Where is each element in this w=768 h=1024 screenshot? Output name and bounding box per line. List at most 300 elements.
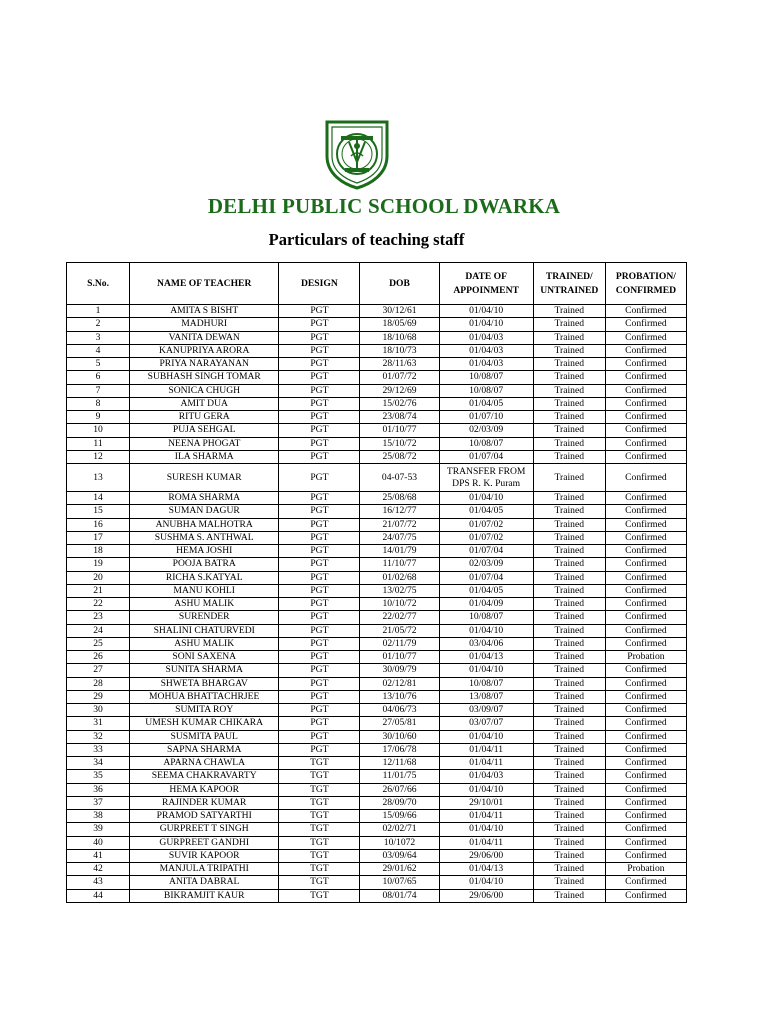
table-row [67,450,687,463]
table-cell: 01/07/04 [439,571,533,584]
table-cell: Confirmed [605,624,686,637]
table-cell: Confirmed [605,358,686,371]
table-cell: Trained [533,331,605,344]
table-cell: 01/04/10 [439,318,533,331]
table-cell: 01/07/10 [439,411,533,424]
table-cell: 01/07/02 [439,518,533,531]
table-cell: 28 [67,677,130,690]
table-cell: 01/04/10 [439,492,533,505]
table-cell: PRIYA NARAYANAN [130,358,279,371]
table-row [67,770,687,783]
table-cell: 10/08/07 [439,384,533,397]
table-cell: Confirmed [605,437,686,450]
table-cell: TGT [279,757,360,770]
column-header [360,263,439,305]
table-row [67,624,687,637]
table-cell: 22/02/77 [360,611,439,624]
table-cell: PGT [279,531,360,544]
column-header-line: S.No. [87,277,109,289]
table-cell: 28/09/70 [360,796,439,809]
table-cell: Trained [533,823,605,836]
table-row [67,757,687,770]
table-row [67,464,687,492]
table-cell: 6 [67,371,130,384]
table-cell: MOHUA BHATTACHRJEE [130,690,279,703]
table-cell: SUMITA ROY [130,704,279,717]
table-cell: 35 [67,770,130,783]
table-cell: Trained [533,411,605,424]
table-cell: 01/04/10 [439,823,533,836]
table-cell: 29/06/00 [439,849,533,862]
table-cell: 14/01/79 [360,545,439,558]
table-cell: VANITA DEWAN [130,331,279,344]
table-cell: 04-07-53 [360,464,439,492]
table-row [67,371,687,384]
column-header-line: NAME OF TEACHER [157,277,252,289]
table-cell: BIKRAMJIT KAUR [130,889,279,902]
column-header [67,263,130,305]
table-cell: 41 [67,849,130,862]
table-cell: PGT [279,704,360,717]
table-cell: Confirmed [605,796,686,809]
table-cell: SUBHASH SINGH TOMAR [130,371,279,384]
table-cell: PGT [279,397,360,410]
table-cell: PGT [279,690,360,703]
table-cell: Confirmed [605,637,686,650]
table-cell: 29/01/62 [360,863,439,876]
table-cell: 32 [67,730,130,743]
table-cell: 22 [67,598,130,611]
table-cell: 11 [67,437,130,450]
table-cell: 11/10/77 [360,558,439,571]
table-cell: Trained [533,384,605,397]
table-cell: 03/09/07 [439,704,533,717]
school-name: DELHI PUBLIC SCHOOL DWARKA [207,194,561,218]
table-cell: 21/07/72 [360,518,439,531]
page-subtitle: Particulars of teaching staff [268,230,465,249]
table-cell: RAJINDER KUMAR [130,796,279,809]
table-row [67,717,687,730]
table-cell: 15/10/72 [360,437,439,450]
table-cell: Trained [533,637,605,650]
table-cell: Trained [533,664,605,677]
table-cell: Confirmed [605,810,686,823]
table-cell: Confirmed [605,384,686,397]
table-cell: Trained [533,598,605,611]
table-cell: Trained [533,651,605,664]
table-cell: 10/08/07 [439,437,533,450]
table-cell: 33 [67,743,130,756]
table-cell: Confirmed [605,492,686,505]
table-row [67,743,687,756]
table-cell: 20 [67,571,130,584]
table-cell: SONI SAXENA [130,651,279,664]
table-cell: SURENDER [130,611,279,624]
table-cell: 13/10/76 [360,690,439,703]
table-row [67,437,687,450]
table-cell: Trained [533,717,605,730]
table-cell: 01/04/11 [439,836,533,849]
table-cell: 30 [67,704,130,717]
table-row [67,651,687,664]
table-cell: 16 [67,518,130,531]
table-cell: 29/10/01 [439,796,533,809]
column-header [533,263,605,305]
table-cell: ILA SHARMA [130,450,279,463]
table-cell: 01/04/05 [439,584,533,597]
table-cell: PUJA SEHGAL [130,424,279,437]
table-cell: Confirmed [605,783,686,796]
table-row [67,810,687,823]
table-cell: 5 [67,358,130,371]
school-crest-icon [321,116,393,190]
table-cell: 44 [67,889,130,902]
table-cell: Trained [533,518,605,531]
table-cell: 2 [67,318,130,331]
table-cell: Confirmed [605,305,686,318]
table-cell: AMITA S BISHT [130,305,279,318]
table-cell: Trained [533,889,605,902]
table-cell: PGT [279,545,360,558]
table-cell: 19 [67,558,130,571]
table-cell: TGT [279,849,360,862]
table-cell: Confirmed [605,889,686,902]
table-cell: 34 [67,757,130,770]
table-cell: 37 [67,796,130,809]
table-cell: Confirmed [605,677,686,690]
table-cell: ANUBHA MALHOTRA [130,518,279,531]
table-cell: HEMA KAPOOR [130,783,279,796]
table-row [67,863,687,876]
table-cell: TGT [279,796,360,809]
table-cell: 01/07/72 [360,371,439,384]
table-cell: Trained [533,611,605,624]
table-cell: 29 [67,690,130,703]
table-cell: 13/08/07 [439,690,533,703]
table-cell: 15/02/76 [360,397,439,410]
table-row [67,424,687,437]
table-cell: PGT [279,505,360,518]
table-cell: Trained [533,492,605,505]
table-cell: 10/08/07 [439,611,533,624]
table-cell: 01/07/04 [439,545,533,558]
table-cell: 14 [67,492,130,505]
table-header-row [67,263,687,305]
table-cell: Confirmed [605,411,686,424]
table-cell: SURESH KUMAR [130,464,279,492]
table-cell: SHALINI CHATURVEDI [130,624,279,637]
table-cell: 01/04/10 [439,730,533,743]
table-row [67,518,687,531]
table-cell: PGT [279,743,360,756]
column-header [605,263,686,305]
table-cell: PGT [279,598,360,611]
table-cell: KANUPRIYA ARORA [130,344,279,357]
table-cell: Confirmed [605,397,686,410]
table-cell: Confirmed [605,318,686,331]
table-row [67,358,687,371]
table-cell: PGT [279,305,360,318]
table-cell: 9 [67,411,130,424]
column-header-line: PROBATION/ [615,270,676,282]
table-cell: 01/04/05 [439,505,533,518]
table-cell: 29/06/00 [439,889,533,902]
table-cell: 31 [67,717,130,730]
table-cell: Confirmed [605,876,686,889]
table-cell: PGT [279,558,360,571]
table-row [67,889,687,902]
table-cell: 10/07/65 [360,876,439,889]
table-cell: PGT [279,437,360,450]
table-cell: NEENA PHOGAT [130,437,279,450]
table-cell: 02/03/09 [439,558,533,571]
table-cell: SUSMITA PAUL [130,730,279,743]
table-cell: SAPNA SHARMA [130,743,279,756]
table-cell: Confirmed [605,664,686,677]
table-cell: TGT [279,783,360,796]
table-cell: Trained [533,863,605,876]
table-cell: UMESH KUMAR CHIKARA [130,717,279,730]
table-cell: PGT [279,717,360,730]
table-cell: AMIT DUA [130,397,279,410]
table-cell: POOJA BATRA [130,558,279,571]
table-cell: 12 [67,450,130,463]
table-cell: 25 [67,637,130,650]
table-cell: Confirmed [605,371,686,384]
table-cell: 43 [67,876,130,889]
table-row [67,584,687,597]
table-cell: 01/10/77 [360,651,439,664]
table-cell: PGT [279,571,360,584]
table-cell: GURPREET GANDHI [130,836,279,849]
table-cell: Trained [533,704,605,717]
table-cell: 03/04/06 [439,637,533,650]
table-cell: RICHA S.KATYAL [130,571,279,584]
table-cell: 24 [67,624,130,637]
table-cell: Trained [533,796,605,809]
column-header-line: CONFIRMED [615,284,677,296]
table-cell: Trained [533,558,605,571]
table-cell: 8 [67,397,130,410]
table-cell: 11/01/75 [360,770,439,783]
table-cell: PGT [279,637,360,650]
table-cell: Confirmed [605,571,686,584]
table-cell: Confirmed [605,450,686,463]
table-row [67,677,687,690]
table-cell: Trained [533,358,605,371]
table-cell: Trained [533,450,605,463]
table-row [67,611,687,624]
table-row [67,305,687,318]
table-cell: 01/04/10 [439,305,533,318]
table-cell: 02/11/79 [360,637,439,650]
table-cell: ASHU MALIK [130,637,279,650]
table-cell: 25/08/68 [360,492,439,505]
table-cell: Confirmed [605,584,686,597]
table-cell: Confirmed [605,505,686,518]
table-cell: SUSHMA S. ANTHWAL [130,531,279,544]
table-cell: 15/09/66 [360,810,439,823]
table-cell: 01/04/11 [439,743,533,756]
table-row [67,331,687,344]
table-row [67,690,687,703]
table-cell: Confirmed [605,717,686,730]
table-cell: TRANSFER FROM DPS R. K. Puram [439,464,533,492]
table-cell: TGT [279,770,360,783]
table-cell: 02/12/81 [360,677,439,690]
table-cell: HEMA JOSHI [130,545,279,558]
table-cell: PGT [279,611,360,624]
table-cell: Trained [533,730,605,743]
table-cell: Confirmed [605,464,686,492]
table-cell: Trained [533,505,605,518]
table-cell: Trained [533,397,605,410]
table-row [67,411,687,424]
table-cell: 01/04/05 [439,397,533,410]
table-cell: 23 [67,611,130,624]
table-cell: 30/09/79 [360,664,439,677]
table-cell: Confirmed [605,344,686,357]
table-cell: 01/04/03 [439,358,533,371]
table-cell: Trained [533,757,605,770]
table-row [67,783,687,796]
table-cell: PGT [279,518,360,531]
table-cell: 01/04/09 [439,598,533,611]
table-cell: PGT [279,424,360,437]
table-cell: 02/03/09 [439,424,533,437]
table-cell: PGT [279,450,360,463]
table-cell: MADHURI [130,318,279,331]
table-cell: Confirmed [605,823,686,836]
table-cell: Confirmed [605,849,686,862]
table-cell: 16/12/77 [360,505,439,518]
table-cell: Trained [533,437,605,450]
table-cell: Confirmed [605,598,686,611]
table-cell: PGT [279,384,360,397]
table-cell: Trained [533,743,605,756]
table-cell: 01/07/04 [439,450,533,463]
table-cell: PGT [279,318,360,331]
table-cell: SUMAN DAGUR [130,505,279,518]
table-cell: 27 [67,664,130,677]
table-cell: 01/04/13 [439,651,533,664]
table-cell: 10/08/07 [439,371,533,384]
table-cell: Trained [533,531,605,544]
table-cell: 29/12/69 [360,384,439,397]
table-cell: 01/04/13 [439,863,533,876]
table-cell: 10/1072 [360,836,439,849]
table-row [67,505,687,518]
table-cell: 02/02/71 [360,823,439,836]
table-cell: 24/07/75 [360,531,439,544]
column-header-line: TRAINED/ [545,270,593,282]
table-cell: PGT [279,344,360,357]
table-row [67,344,687,357]
table-cell: TGT [279,810,360,823]
column-header-line: DESIGN [300,277,338,289]
table-cell: 01/02/68 [360,571,439,584]
table-cell: PGT [279,464,360,492]
table-row [67,558,687,571]
table-cell: Confirmed [605,531,686,544]
table-cell: Trained [533,836,605,849]
column-header-line: APPOINMENT [453,284,519,296]
table-cell: 30/12/61 [360,305,439,318]
table-cell: TGT [279,823,360,836]
table-cell: Trained [533,770,605,783]
table-cell: MANU KOHLI [130,584,279,597]
table-row [67,637,687,650]
table-cell: Trained [533,424,605,437]
table-cell: PGT [279,584,360,597]
table-cell: 01/04/10 [439,783,533,796]
table-cell: 21/05/72 [360,624,439,637]
table-cell: Trained [533,783,605,796]
table-row [67,384,687,397]
table-cell: 08/01/74 [360,889,439,902]
table-cell: Confirmed [605,836,686,849]
table-cell: 01/04/11 [439,757,533,770]
table-cell: Confirmed [605,743,686,756]
staff-table [66,262,687,903]
table-row [67,664,687,677]
table-cell: 03/07/07 [439,717,533,730]
table-row [67,836,687,849]
table-cell: Trained [533,545,605,558]
table-cell: SONICA CHUGH [130,384,279,397]
table-cell: PGT [279,664,360,677]
table-cell: PGT [279,331,360,344]
table-cell: SUNITA SHARMA [130,664,279,677]
column-header-line: UNTRAINED [540,284,599,296]
table-cell: PGT [279,624,360,637]
table-row [67,876,687,889]
table-cell: Confirmed [605,518,686,531]
table-row [67,704,687,717]
table-cell: Trained [533,849,605,862]
table-cell: 4 [67,344,130,357]
table-row [67,492,687,505]
table-cell: 01/04/03 [439,344,533,357]
table-cell: Confirmed [605,331,686,344]
table-cell: 10/10/72 [360,598,439,611]
table-row [67,823,687,836]
table-cell: 42 [67,863,130,876]
table-cell: 18/10/68 [360,331,439,344]
table-cell: 04/06/73 [360,704,439,717]
table-cell: ROMA SHARMA [130,492,279,505]
table-cell: 23/08/74 [360,411,439,424]
table-cell: ASHU MALIK [130,598,279,611]
table-row [67,531,687,544]
table-cell: Trained [533,690,605,703]
table-cell: 12/11/68 [360,757,439,770]
table-cell: 10/08/07 [439,677,533,690]
table-cell: Trained [533,305,605,318]
table-cell: 38 [67,810,130,823]
table-cell: 03/09/64 [360,849,439,862]
table-cell: 18/10/73 [360,344,439,357]
table-cell: Trained [533,571,605,584]
table-row [67,849,687,862]
table-cell: Confirmed [605,770,686,783]
table-cell: PGT [279,730,360,743]
table-cell: ANITA DABRAL [130,876,279,889]
table-cell: 01/04/10 [439,624,533,637]
table-cell: TGT [279,836,360,849]
table-cell: 01/04/10 [439,664,533,677]
table-cell: 15 [67,505,130,518]
